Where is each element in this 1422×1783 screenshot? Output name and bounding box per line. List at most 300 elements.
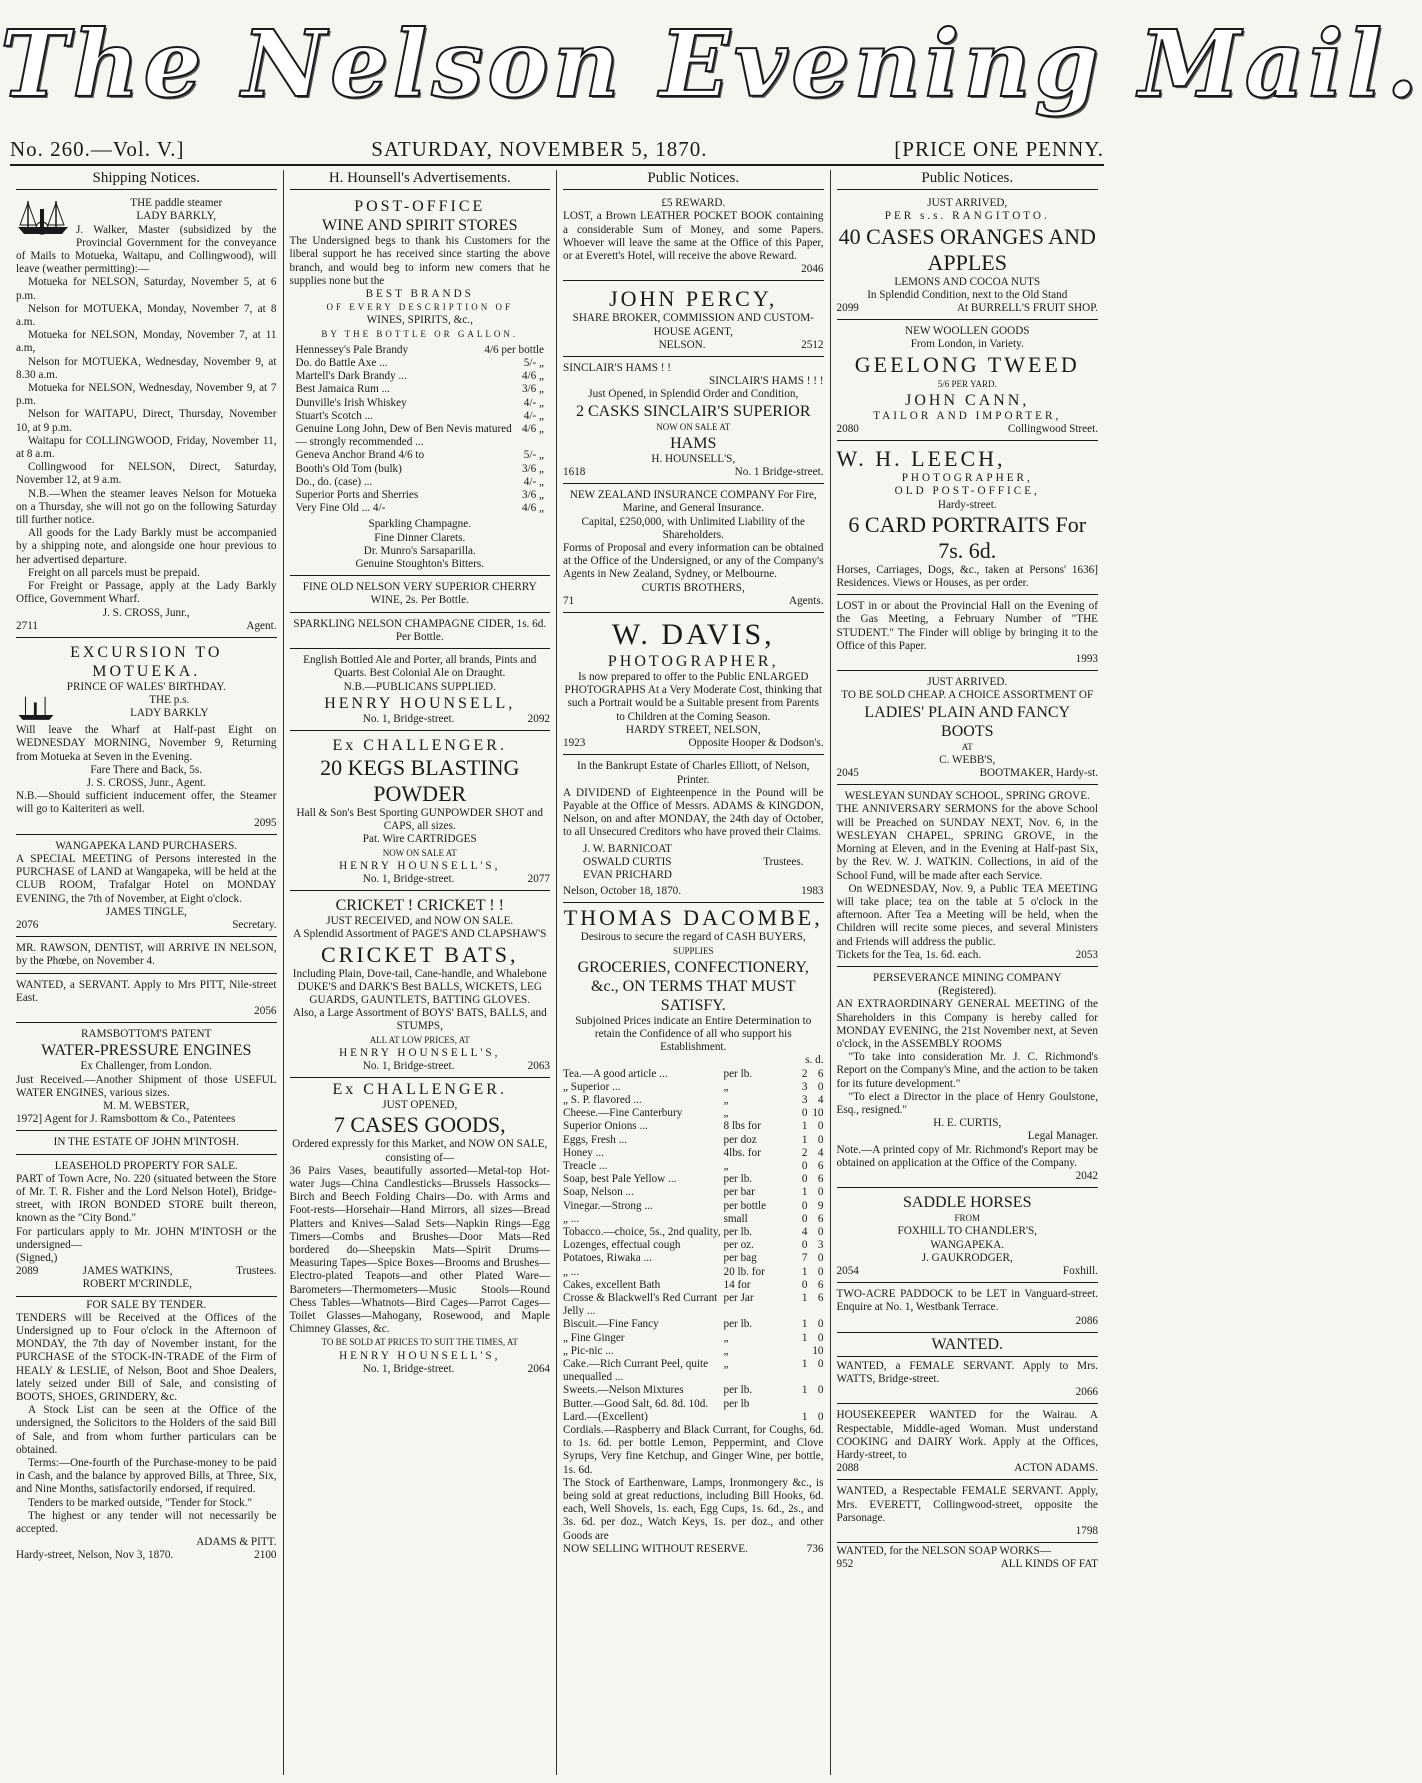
ad-number: 2066 bbox=[1075, 1386, 1098, 1399]
excursion-nb: N.B.—Should sufficient inducement offer, the Steamer will go to Kaiteriteri as well. bbox=[16, 790, 277, 816]
notice-body: "To elect a Director in the place of Henry Goulstone, Esq., resigned." bbox=[836, 1090, 1098, 1116]
bankrupt-notice bbox=[563, 757, 824, 903]
notice-subheading: OLD POST-OFFICE, bbox=[894, 485, 1040, 498]
merchant-name: JOHN PERCY, bbox=[609, 286, 778, 312]
ad-number: 1923 bbox=[563, 737, 586, 750]
notice-subheading: PER s.s. RANGITOTO. bbox=[884, 210, 1050, 223]
issue-price: [PRICE ONE PENNY. bbox=[894, 136, 1104, 161]
ad-line: SUPPLIES bbox=[672, 945, 714, 956]
notice-body: TENDERS will be Received at the Offices of the Undersigned up to Four o'clock in the Afternoon of MONDAY, the 7th day of November instant, for the PURCHASE of the STOCK-IN-TRADE of the Firm of HEALY & LESLIE, of Nelson, Boot and Shoe Dealers, lately seized under Bill of Sale, and consisting of BOOTS, SHOES, GRINDERY, &c. bbox=[16, 1311, 277, 1404]
ad-heading: POST-OFFICE bbox=[354, 198, 486, 216]
wangapeka-notice bbox=[16, 837, 277, 937]
price-item: Dunville's Irish Whiskey bbox=[295, 396, 407, 409]
ad-line: Pat. Wire CARTRIDGES bbox=[362, 833, 477, 846]
price-unit: „ bbox=[723, 1331, 729, 1344]
column-shipping bbox=[10, 170, 284, 1775]
price-value: 4/6 „ bbox=[521, 370, 544, 383]
wanted-ad bbox=[837, 1357, 1099, 1405]
grocery-price-list bbox=[563, 1068, 824, 1424]
notice-heading: JUST ARRIVED. bbox=[927, 676, 1008, 689]
ad-title: 20 KEGS BLASTING POWDER bbox=[320, 754, 520, 806]
notice-body: Subjoined Prices indicate an Entire Determination to retain the Confidence of all who support his Establishment. bbox=[575, 1014, 812, 1054]
sailing-line: N.B.—When the steamer leaves Nelson for Motueka on a Thursday, she will not go on the following Saturday till further notice. bbox=[16, 487, 277, 527]
price-unit: 14 for bbox=[723, 1278, 751, 1291]
wine-stores-ad bbox=[290, 194, 551, 576]
price-pence: 0 bbox=[817, 1384, 824, 1397]
price-row bbox=[563, 1239, 824, 1252]
price-unit: „ bbox=[723, 1358, 729, 1371]
notice-body: Tenders to be marked outside, "Tender for Stock." bbox=[28, 1496, 253, 1509]
price-unit bbox=[724, 1411, 794, 1424]
cricket-ad bbox=[290, 893, 551, 1078]
price-unit: small bbox=[723, 1212, 748, 1225]
price-row bbox=[563, 1398, 824, 1411]
column-heading: H. Hounsell's Advertisements. bbox=[290, 170, 551, 190]
sailing-line: Waitapu for COLLINGWOOD, Friday, November 11, at 8 a.m. bbox=[16, 434, 277, 461]
ad-number: 2042 bbox=[1075, 1169, 1098, 1182]
ad-line: 5/6 PER YARD. bbox=[937, 378, 997, 389]
price-item: Soap, Nelson ... bbox=[563, 1186, 634, 1199]
price-item: „ ... bbox=[563, 1265, 580, 1278]
price-unit: per Jar bbox=[723, 1292, 754, 1304]
notice-subheading: PHOTOGRAPHER, bbox=[901, 472, 1033, 485]
notice-body: "To take into consideration Mr. J. C. Richmond's Report on the Company's Mine, and the action to be taken for its future development." bbox=[836, 1051, 1098, 1090]
ad-body: Including Plain, Dove-tail, Cane-handle, and Whalebone DUKE'S and DARK'S Best BALLS, WICKETS, LEG GUARDS, GAUNTLETS, BATTING GLOVES. bbox=[292, 967, 547, 1006]
notice-heading: In the Bankrupt Estate of Charles Elliott, of Nelson, Printer. bbox=[577, 760, 810, 786]
steamer-intro: THE paddle steamer bbox=[130, 197, 223, 210]
ad-title: SADDLE HORSES bbox=[903, 1194, 1032, 1212]
merchant-name: W. H. LEECH, bbox=[836, 446, 1006, 472]
signature-title: 1972] Agent for J. Ramsbottom & Co., Patentees bbox=[16, 1113, 236, 1126]
ad-body: The Undersigned begs to thank his Customers for the liberal support he has received since starting the above branch, and would beg to inform new comers that he supplies none but the bbox=[289, 235, 550, 287]
notice-body: LOST in or about the Provincial Hall on the Evening of the Gas Meeting, a February Number of "THE STUDENT." The Finder will oblige by bringing it to the Office of this Paper. bbox=[836, 600, 1098, 652]
price-item: Crosse & Blackwell's Red Currant Jelly ... bbox=[563, 1292, 718, 1318]
price-pence: 0 bbox=[817, 1252, 824, 1265]
goods-ad bbox=[290, 1080, 551, 1376]
ad-number: 1983 bbox=[801, 885, 824, 898]
signature: M. M. WEBSTER, bbox=[103, 1099, 190, 1112]
notice-subheading: (Registered). bbox=[938, 985, 997, 998]
price-row bbox=[563, 1173, 824, 1186]
price-row bbox=[563, 1107, 824, 1120]
merchant-name: HENRY HOUNSELL'S, bbox=[339, 1349, 501, 1362]
address: WANGAPEKA. bbox=[930, 1238, 1005, 1251]
price-row bbox=[563, 1411, 824, 1424]
price-row bbox=[563, 1081, 824, 1094]
ad-number: 2054 bbox=[836, 1264, 859, 1277]
ad-number: 2063 bbox=[527, 1059, 550, 1072]
price-item: „ Superior ... bbox=[563, 1080, 621, 1093]
notice-body: HOUSEKEEPER WANTED for the Wairau. A Respectable, Middle-aged Woman. Must understand COOKING and DAIRY Work. Apply at the Offices, Hardy-street, to bbox=[836, 1409, 1098, 1462]
price-pence: 4 bbox=[817, 1093, 824, 1106]
column-heading: Public Notices. bbox=[837, 170, 1099, 190]
merchant-name: THOMAS DACOMBE, bbox=[563, 905, 823, 931]
sailing-line: Motueka for NELSON, Monday, November 7, at 11 a.m, bbox=[16, 329, 277, 355]
price-item: Cheese.—Fine Canterbury bbox=[563, 1107, 683, 1120]
excursion-notice bbox=[16, 640, 277, 835]
signed-label: (Signed,) bbox=[16, 1252, 58, 1265]
price-row bbox=[563, 1226, 824, 1239]
price-item: Superior Onions ... bbox=[563, 1120, 648, 1133]
trustee-name: OSWALD CURTIS bbox=[583, 855, 672, 868]
ad-number: 2099 bbox=[836, 302, 859, 315]
ad-subheading: OF EVERY DESCRIPTION OF bbox=[326, 302, 513, 313]
signature: H. E. CURTIS, bbox=[933, 1117, 1002, 1130]
column-hounsell bbox=[284, 170, 558, 1775]
price-pence: 4 bbox=[817, 1146, 824, 1159]
ad-title: 6 CARD PORTRAITS For 7s. 6d. bbox=[848, 511, 1087, 563]
price-row bbox=[296, 383, 545, 396]
price-value: 3/6 „ bbox=[521, 383, 544, 396]
ad-body: SPARKLING NELSON CHAMPAGNE CIDER, 1s. 6d. Per Bottle. bbox=[293, 617, 547, 643]
price-shillings: 1 bbox=[801, 1384, 808, 1397]
price-unit: per bag bbox=[723, 1252, 757, 1265]
notice-heading: £5 REWARD. bbox=[661, 197, 726, 210]
notice-line: Tickets for the Tea, 1s. 6d. each. bbox=[836, 948, 982, 961]
notice-body: TO BE SOLD CHEAP. A CHOICE ASSORTMENT OF bbox=[841, 689, 1094, 702]
price-item: Do., do. (case) ... bbox=[295, 475, 373, 488]
price-value: 4/6 per bottle bbox=[484, 343, 544, 356]
price-pence: 0 bbox=[817, 1331, 824, 1344]
notice-body: AN EXTRAORDINARY GENERAL MEETING of the Shareholders in this Company is hereby called for MONDAY EVENING, the 21st November next, at Seven o'clock, in the ASSEMBLY ROOMS bbox=[836, 998, 1098, 1050]
notice-body: FOXHILL TO CHANDLER'S, bbox=[897, 1225, 1037, 1238]
ad-number: 2512 bbox=[801, 338, 824, 351]
columns bbox=[10, 170, 1104, 1775]
steamer-name: LADY BARKLY, bbox=[136, 210, 217, 223]
notice-body: THE ANNIVERSARY SERMONS for the above School will be Preached on SUNDAY NEXT, Nov. 6, in the WESLEYAN CHAPEL, SPRING GROVE, in the Morning at Eleven, and in the Evening at Half-past Six, by the Rev. W. J. WATKIN. Collections, in aid of the School Fund, will be made after each Service. bbox=[836, 803, 1098, 882]
price-pence: 0 bbox=[817, 1410, 824, 1423]
price-row bbox=[563, 1134, 824, 1147]
price-row bbox=[563, 1094, 824, 1107]
section-heading: RAMSBOTTOM'S PATENT bbox=[81, 1028, 212, 1041]
notice-subheading: From London, in Variety. bbox=[910, 338, 1024, 351]
ad-subheading: JUST OPENED, bbox=[382, 1099, 458, 1112]
price-value: 4/- „ bbox=[523, 409, 544, 422]
lost-notice bbox=[837, 597, 1099, 671]
signature: ACTON ADAMS. bbox=[1014, 1462, 1098, 1475]
address: No. 1, Bridge-street. bbox=[362, 1362, 455, 1375]
insurance-notice bbox=[563, 486, 824, 613]
notice-body: Just Received.—Another Shipment of those USEFUL WATER ENGINES, various sizes. bbox=[16, 1073, 277, 1099]
ad-title: WATER-PRESSURE ENGINES bbox=[41, 1042, 252, 1060]
price-shillings: 1 bbox=[801, 1410, 808, 1423]
ad-body: Ordered expressly for this Market, and NOW ON SALE, consisting of— bbox=[292, 1138, 548, 1164]
notice-line: ALL KINDS OF FAT bbox=[1000, 1558, 1098, 1571]
notice-body: A Stock List can be seen at the Office of the undersigned, the Solicitors to the Holders of the said Bill of Sale, and from whom further particulars can be obtained. bbox=[16, 1404, 277, 1456]
price-shillings: 4 bbox=[801, 1225, 808, 1238]
excursion-body: Will leave the Wharf at Half-past Eight on WEDNESDAY MORNING, November 9, Returning from Motueka at Seven in the Evening. bbox=[16, 724, 277, 763]
price-row bbox=[296, 397, 545, 410]
ad-number: 2064 bbox=[527, 1362, 550, 1375]
ad-title: WINE AND SPIRIT STORES bbox=[322, 217, 518, 235]
excursion-ship: LADY BARKLY bbox=[130, 707, 209, 720]
ad-body: English Bottled Ale and Porter, all brands, Pints and Quarts. Best Colonial Ale on Draught. bbox=[303, 654, 537, 680]
subheading: Ex Challenger, from London. bbox=[80, 1060, 213, 1073]
price-shillings: 2 bbox=[801, 1067, 808, 1080]
notice-heading: JUST ARRIVED, bbox=[927, 197, 1008, 210]
section-heading: FOR SALE BY TENDER. bbox=[86, 1298, 207, 1311]
ad-title: PHOTOGRAPHER, bbox=[607, 653, 779, 671]
price-unit: per bar bbox=[723, 1186, 755, 1199]
price-value: 4/6 „ bbox=[521, 423, 544, 436]
price-item: Best Jamaica Rum ... bbox=[295, 383, 390, 396]
ad-title: HAMS bbox=[670, 434, 717, 452]
price-item: „ Fine Ginger bbox=[563, 1331, 625, 1344]
price-item: Geneva Anchor Brand 4/6 to bbox=[295, 449, 425, 462]
saddle-horses-notice bbox=[837, 1190, 1099, 1283]
signature: J. GAUKRODGER, bbox=[921, 1251, 1013, 1264]
price-row bbox=[296, 344, 545, 357]
price-unit: 8 lbs for bbox=[723, 1120, 761, 1133]
address: Hardy-street, Nelson, Nov 3, 1870. bbox=[16, 1549, 174, 1562]
price-row bbox=[563, 1384, 824, 1397]
merchant-name: HENRY HOUNSELL, bbox=[324, 694, 516, 712]
price-shillings: 2 bbox=[801, 1146, 808, 1159]
notice-body: For particulars apply to Mr. JOHN M'INTOSH or the undersigned— bbox=[16, 1225, 277, 1251]
notice-body: The Stock of Earthenware, Lamps, Ironmongery &c., is being sold at great reductions, including Bill Hooks, 6d. each, Well Shovels, 1s. each, Egg Cups, 1s. 6d., 2s., and 3s. 6d. per doz., Watch Keys, 1s. per doz., and other Goods are bbox=[563, 1476, 824, 1542]
ad-line: NOW ON SALE AT bbox=[382, 847, 457, 858]
price-value: 3/6 „ bbox=[521, 489, 544, 502]
price-shillings: 1 bbox=[801, 1265, 808, 1278]
price-shillings: 1 bbox=[801, 1358, 808, 1371]
steamer-ship-icon bbox=[16, 197, 70, 237]
sailing-line: All goods for the Lady Barkly must be accompanied by a shipping note, and alongside one hour previous to her advertised departure. bbox=[16, 527, 277, 566]
price-shillings: 0 bbox=[801, 1107, 808, 1120]
price-unit: „ bbox=[723, 1080, 729, 1093]
fruit-notice bbox=[837, 194, 1099, 320]
signature: J. S. CROSS, Junr., bbox=[102, 606, 190, 619]
ad-title: GEELONG TWEED bbox=[854, 351, 1080, 377]
price-item: Do. do Battle Axe ... bbox=[295, 357, 388, 370]
section-heading: WANGAPEKA LAND PURCHASERS. bbox=[55, 839, 238, 852]
signature-title: Secretary. bbox=[232, 918, 277, 931]
ad-heading: Ex CHALLENGER. bbox=[332, 1081, 507, 1099]
price-row bbox=[563, 1266, 824, 1279]
ad-number: 2053 bbox=[1075, 948, 1098, 961]
price-pence bbox=[808, 1398, 824, 1411]
ad-number: 2056 bbox=[254, 1004, 277, 1017]
wanted-servant-notice bbox=[16, 976, 277, 1024]
price-pence: 9 bbox=[817, 1199, 824, 1212]
price-unit: per lb bbox=[723, 1397, 750, 1410]
price-item: Stuart's Scotch ... bbox=[295, 409, 374, 422]
notice-body: A DIVIDEND of Eighteenpence in the Pound will be Payable at the Office of Messrs. ADAMS & KINGDON, Nelson, on and after MONDAY, the 24th day of October, to all Unsecured Creditors who have proved their Claims. bbox=[563, 786, 824, 839]
cherry-wine-ad bbox=[290, 578, 551, 612]
paddock-notice bbox=[837, 1285, 1099, 1333]
ad-line: NOW ON SALE AT bbox=[656, 421, 731, 432]
price-unit: per lb. bbox=[723, 1173, 753, 1186]
ad-subheading: BY THE BOTTLE OR GALLON. bbox=[321, 328, 519, 339]
price-item: „ ... bbox=[563, 1212, 580, 1225]
notice-body: On WEDNESDAY, Nov. 9, a Public TEA MEETING will take place; tea on the table at 5 o'clock in the afternoon. After Tea a Meeting will be held, when the Children will recite some pieces, and several Ministers and Friends will address the public. bbox=[836, 882, 1098, 948]
price-item: Soap, best Pale Yellow ... bbox=[563, 1173, 677, 1186]
masthead bbox=[0, 0, 1422, 130]
price-shillings: 7 bbox=[801, 1252, 808, 1265]
price-shillings: 0 bbox=[801, 1159, 808, 1172]
steamer-ship-icon bbox=[16, 694, 56, 722]
ad-number: 2086 bbox=[1075, 1314, 1098, 1327]
notice-subheading: LEMONS AND COCOA NUTS bbox=[894, 275, 1041, 288]
ad-number: 2045 bbox=[836, 767, 859, 780]
leech-notice bbox=[837, 443, 1099, 595]
ad-number: 2100 bbox=[254, 1549, 277, 1562]
section-heading: IN THE ESTATE OF JOHN M'INTOSH. bbox=[53, 1136, 239, 1149]
signature-title: Agents. bbox=[789, 594, 824, 607]
ad-title: GROCERIES, CONFECTIONERY, &c., ON TERMS THAT MUST SATISFY. bbox=[577, 958, 809, 1014]
notice-heading: NEW WOOLLEN GOODS bbox=[905, 325, 1030, 338]
address: No. 1, Bridge-street. bbox=[362, 712, 455, 725]
price-shillings: 3 bbox=[801, 1093, 808, 1106]
notice-subheading: TAILOR AND IMPORTER, bbox=[873, 409, 1062, 422]
price-unit: „ bbox=[723, 1093, 729, 1106]
notice-body: Just Opened, in Splendid Order and Condition, bbox=[588, 388, 799, 401]
davis-notice bbox=[563, 615, 824, 755]
ad-number: 2711 bbox=[16, 619, 38, 632]
ad-heading: Ex CHALLENGER. bbox=[332, 736, 507, 754]
address: Collingwood Street. bbox=[1007, 423, 1098, 436]
price-shillings: 0 bbox=[801, 1212, 808, 1225]
address: Foxhill. bbox=[1062, 1264, 1098, 1277]
sailing-line: Motueka for NELSON, Saturday, November 5, at 6 p.m. bbox=[16, 276, 277, 302]
price-pence: 6 bbox=[817, 1159, 824, 1172]
merchant-name: C. WEBB'S, bbox=[939, 753, 996, 766]
price-value: 5/- „ bbox=[523, 449, 544, 462]
notice-body: WANTED, a Respectable FEMALE SERVANT. Apply, Mrs. EVERETT, Collingwood-street, opposite the Parsonage. bbox=[836, 1485, 1098, 1524]
price-item: Hennessey's Pale Brandy bbox=[295, 343, 409, 356]
price-shillings: 1 bbox=[801, 1331, 808, 1344]
notice-heading: NEW ZEALAND INSURANCE COMPANY For Fire, Marine, and General Insurance. bbox=[569, 489, 817, 515]
merchant-name: HENRY HOUNSELL'S, bbox=[339, 859, 501, 872]
dateline bbox=[10, 134, 1104, 166]
ad-number: 2080 bbox=[836, 423, 859, 436]
section-heading: EXCURSION TO MOTUEKA. bbox=[70, 643, 223, 680]
trustee-name: ROBERT M'CRINDLE, bbox=[82, 1278, 192, 1291]
price-shillings: 0 bbox=[801, 1278, 808, 1291]
ad-number: 2046 bbox=[801, 263, 824, 276]
notice-body: Terms:—One-fourth of the Purchase-money to be paid in Cash, and the balance by approved Bills, at Three, Six, and Nine Months, satisfactorily endorsed, if required. bbox=[16, 1457, 277, 1496]
address: Opposite Hooper & Dodson's. bbox=[688, 737, 824, 750]
address: No. 1 Bridge-street. bbox=[734, 466, 824, 479]
price-pence: 0 bbox=[817, 1080, 824, 1093]
price-shillings: 3 bbox=[801, 1080, 808, 1093]
price-shillings: 0 bbox=[801, 1173, 808, 1186]
trustee-name: EVAN PRICHARD bbox=[583, 868, 672, 881]
notice-body: PART of Town Acre, No. 220 (situated between the Store of Mr. T. R. Fisher and the Lord Nelson Hotel), Bridge-street, with IRON BONDED STORE built thereon, known as the "City Bond." bbox=[16, 1172, 277, 1225]
ad-line: Dr. Munro's Sarsaparilla. bbox=[363, 544, 476, 557]
notice-body: WANTED, for the NELSON SOAP WORKS— bbox=[836, 1545, 1051, 1558]
notice-body: Cordials.—Raspberry and Black Currant, for Coughs, 6d. to 1s. 6d. per bottle Lemon, Peppermint, and Clove Syrups, Very fine Ketchup, and Ginger Wine, per bottle, 1s. 6d. bbox=[563, 1424, 824, 1476]
excursion-fare: Fare There and Back, 5s. bbox=[90, 763, 203, 776]
notice-body: Note.—A printed copy of Mr. Richmond's Report may be obtained on application at the Office of the Company. bbox=[836, 1143, 1098, 1169]
merchant-name: H. HOUNSELL'S, bbox=[651, 452, 736, 465]
signature-title: Trustees. bbox=[763, 855, 804, 868]
ad-line: FROM bbox=[954, 1213, 980, 1224]
price-unit: „ bbox=[723, 1159, 729, 1172]
dacombe-notice bbox=[563, 905, 824, 1556]
ad-title: LADIES' PLAIN AND FANCY BOOTS bbox=[864, 703, 1071, 740]
subheading: PRINCE OF WALES' BIRTHDAY. bbox=[66, 680, 226, 693]
ad-number: 1798 bbox=[1075, 1525, 1098, 1538]
price-shillings: 0 bbox=[801, 1239, 808, 1252]
price-row bbox=[563, 1252, 824, 1265]
trustee-name: JAMES WATKINS, bbox=[82, 1265, 173, 1278]
price-unit: per lb. bbox=[723, 1225, 753, 1238]
notice-body: SHARE BROKER, COMMISSION AND CUSTOM-HOUSE AGENT, bbox=[572, 312, 814, 338]
hams-notice bbox=[563, 359, 824, 484]
notice-body: In Splendid Condition, next to the Old Stand bbox=[867, 288, 1068, 301]
price-row bbox=[296, 449, 545, 462]
blasting-powder-ad bbox=[290, 733, 551, 891]
signature-title: Legal Manager. bbox=[1027, 1130, 1098, 1143]
issue-number: No. 260.—Vol. V.] bbox=[10, 136, 185, 161]
sailing-line: Motueka for NELSON, Wednesday, November 9, at 7 p.m. bbox=[16, 382, 277, 408]
price-unit-header: s. d. bbox=[805, 1054, 824, 1067]
sailing-line: Nelson for MOTUEKA, Wednesday, November 9, at 8.30 a.m. bbox=[16, 355, 277, 381]
price-row bbox=[296, 463, 545, 476]
notice-body: MR. RAWSON, DENTIST, will ARRIVE IN NELSON, by the Phœbe, on November 4. bbox=[16, 942, 277, 968]
price-item: Vinegar.—Strong ... bbox=[563, 1199, 653, 1212]
column-public-notices-b bbox=[831, 170, 1105, 1775]
ad-title: 7 CASES GOODS, bbox=[333, 1112, 506, 1138]
excursion-ps: THE p.s. bbox=[149, 694, 190, 707]
price-row bbox=[563, 1147, 824, 1160]
ad-number: 952 bbox=[836, 1558, 854, 1571]
price-item: Potatoes, Riwaka ... bbox=[563, 1252, 652, 1265]
notice-heading: WESLEYAN SUNDAY SCHOOL, SPRING GROVE. bbox=[844, 790, 1090, 803]
price-value: 3/6 „ bbox=[521, 462, 544, 475]
price-item: Martell's Dark Brandy ... bbox=[295, 370, 407, 383]
woollen-notice bbox=[837, 322, 1099, 441]
price-item: „ S. P. flavored ... bbox=[563, 1093, 642, 1106]
price-value: 5/- „ bbox=[523, 357, 544, 370]
price-row bbox=[563, 1213, 824, 1226]
ale-ad bbox=[290, 651, 551, 731]
ad-line: N.B.—PUBLICANS SUPPLIED. bbox=[343, 680, 496, 693]
ad-subheading: WINES, SPIRITS, &c., bbox=[366, 314, 473, 327]
ad-number: 2092 bbox=[527, 712, 550, 725]
price-row bbox=[296, 489, 545, 502]
wanted-ad bbox=[837, 1545, 1099, 1571]
price-unit: 20 lb. for bbox=[723, 1265, 765, 1278]
price-item: Treacle ... bbox=[563, 1159, 608, 1172]
ad-number: 2095 bbox=[254, 816, 277, 829]
ad-number: 2076 bbox=[16, 918, 39, 931]
price-item: Lard.—(Excellent) bbox=[563, 1410, 648, 1423]
ad-title: CRICKET BATS, bbox=[320, 941, 519, 967]
price-shillings: 1 bbox=[801, 1318, 808, 1331]
notice-body: Capital, £250,000, with Unlimited Liability of the Shareholders. bbox=[581, 515, 805, 541]
price-pence: 0 bbox=[817, 1133, 824, 1146]
price-pence: 6 bbox=[817, 1067, 824, 1080]
notice-body: LOST, a Brown LEATHER POCKET BOOK containing a considerable Sum of Money, and some Papers. Whoever will leave the same at the Office of this Paper, or at Everett's Hotel, will receive the above Reward. bbox=[563, 210, 824, 263]
wanted-section bbox=[837, 1335, 1099, 1572]
price-pence: 0 bbox=[817, 1186, 824, 1199]
price-row bbox=[563, 1120, 824, 1133]
dentist-notice bbox=[16, 939, 277, 973]
percy-notice bbox=[563, 283, 824, 357]
ad-number: 1618 bbox=[563, 466, 586, 479]
signature: ADAMS & PITT. bbox=[196, 1536, 277, 1549]
price-item: Sweets.—Nelson Mixtures bbox=[563, 1384, 684, 1397]
sailing-line: Nelson for WAITAPU, Direct, Thursday, November 10, at 9 p.m. bbox=[16, 408, 277, 434]
sailing-line: For Freight or Passage, apply at the Lady Barkly Office, Government Wharf. bbox=[16, 580, 277, 606]
price-row bbox=[296, 502, 545, 515]
price-pence: 0 bbox=[817, 1318, 824, 1331]
cider-ad bbox=[290, 615, 551, 649]
price-row bbox=[296, 357, 545, 370]
price-row bbox=[563, 1160, 824, 1173]
signature: CURTIS BROTHERS, bbox=[641, 581, 745, 594]
